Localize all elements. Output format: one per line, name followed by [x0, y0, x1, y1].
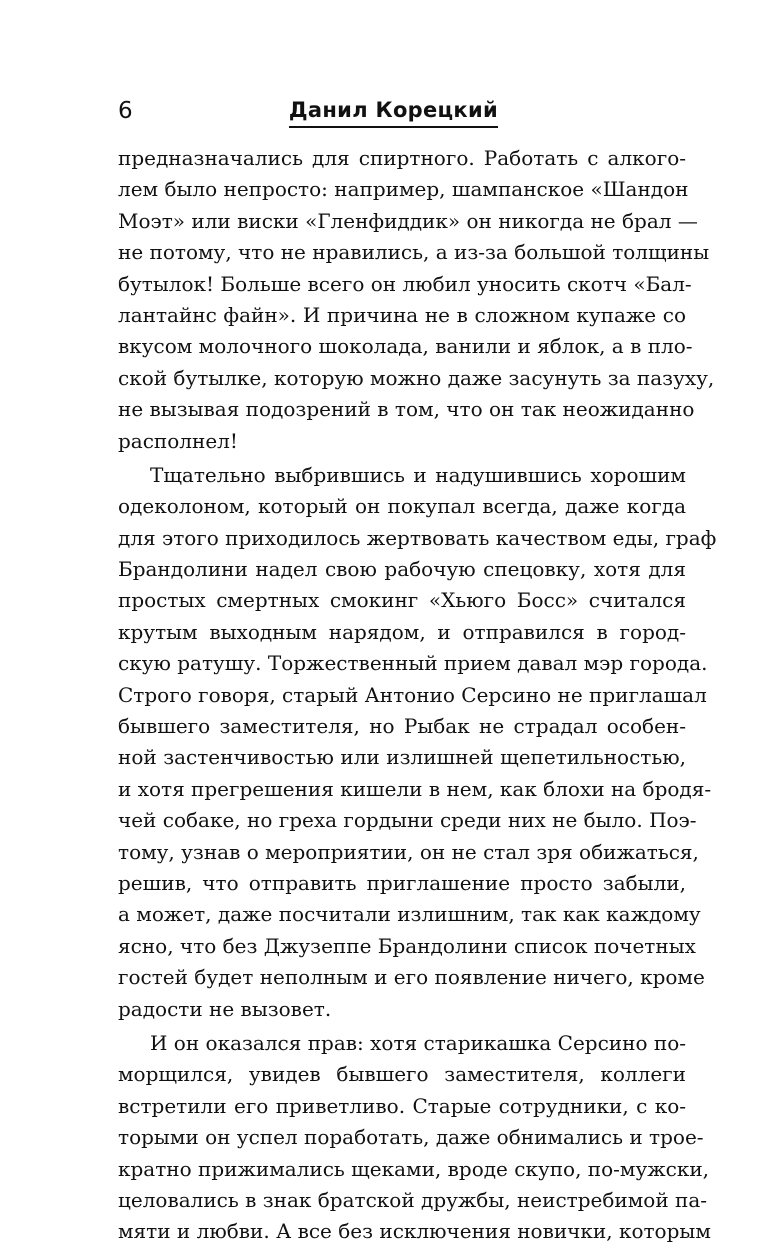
text-line: морщился, увидев бывшего заместителя, коллеги	[118, 1062, 686, 1087]
text-line: Брандолини надел свою рабочую спецовку, хотя для	[118, 557, 686, 582]
text-line: Строго говоря, старый Антонио Серсино не приглашал	[118, 682, 707, 707]
text-line: встретили его приветливо. Старые сотрудники, с ко-	[118, 1093, 686, 1118]
text-line: кратно прижимались щеками, вроде скупо, по-мужски,	[118, 1156, 710, 1181]
text-line: чей собаке, но греха гордыни среди них не было. Поэ-	[118, 808, 697, 833]
text-line: радости не вызовет.	[118, 996, 332, 1021]
text-line: ской бутылке, которую можно даже засунуть за пазуху,	[118, 365, 715, 390]
text-line: не вызывая подозрений в том, что он так неожиданно	[118, 397, 695, 422]
text-line: гостей будет неполным и его появление ничего, кроме	[118, 965, 705, 990]
text-line: а может, даже посчитали излишним, так как каждому	[118, 902, 701, 927]
text-line: мяти и любви. А все без исключения новички, которым	[118, 1219, 711, 1244]
page-number: 6	[118, 98, 133, 124]
author-name: Данил Корецкий	[289, 96, 498, 128]
text-line: предназначались для спиртного. Работать с алкого-	[118, 146, 686, 170]
text-line: ясно, что без Джузеппе Брандолини список почетных	[118, 933, 696, 958]
running-head	[118, 96, 686, 130]
text-line: для этого приходилось жертвовать качеством еды, граф	[118, 525, 717, 550]
text-line: торыми он успел поработать, даже обнимались и трое-	[118, 1125, 704, 1150]
paragraph	[118, 1028, 711, 1248]
text-line: крутым выходным нарядом, и отправился в город-	[118, 619, 686, 644]
text-line: не потому, что не нравились, а из-за большой толщины	[118, 240, 710, 265]
paragraph	[118, 460, 717, 1025]
text-line: и хотя прегрешения кишели в нем, как блохи на бродя-	[118, 776, 712, 801]
text-line: вкусом молочного шоколада, ванили и яблок, а в пло-	[118, 334, 693, 359]
body-text	[118, 143, 717, 1248]
paragraph	[118, 143, 715, 457]
text-line: тому, узнав о мероприятии, он не стал зря обижаться,	[118, 839, 699, 864]
text-line: скую ратушу. Торжественный прием давал мэр города.	[118, 651, 708, 676]
text-line: располнел!	[118, 428, 238, 453]
text-line: ной застенчивостью или излишней щепетильностью,	[118, 745, 686, 770]
text-line: целовались в знак братской дружбы, неистребимой па-	[118, 1187, 708, 1212]
text-line: И он оказался прав: хотя старикашка Серсино по-	[150, 1030, 686, 1055]
text-line: бутылок! Больше всего он любил уносить скотч «Бал-	[118, 271, 692, 296]
text-line: лантайнс файн». И причина не в сложном купаже со	[118, 302, 686, 327]
text-line: простых смертных смокинг «Хьюго Босс» считался	[118, 588, 686, 613]
text-line: Тщательно выбрившись и надушившись хорошим	[150, 462, 686, 487]
text-line: одеколоном, который он покупал всегда, даже когда	[118, 494, 686, 519]
text-line: лем было непросто: например, шампанское «Шандон	[118, 177, 689, 202]
text-line: бывшего заместителя, но Рыбак не страдал особен-	[118, 714, 686, 739]
text-line: Моэт» или виски «Гленфиддик» он никогда не брал —	[118, 208, 698, 233]
text-line: решив, что отправить приглашение просто забыли,	[118, 870, 686, 895]
